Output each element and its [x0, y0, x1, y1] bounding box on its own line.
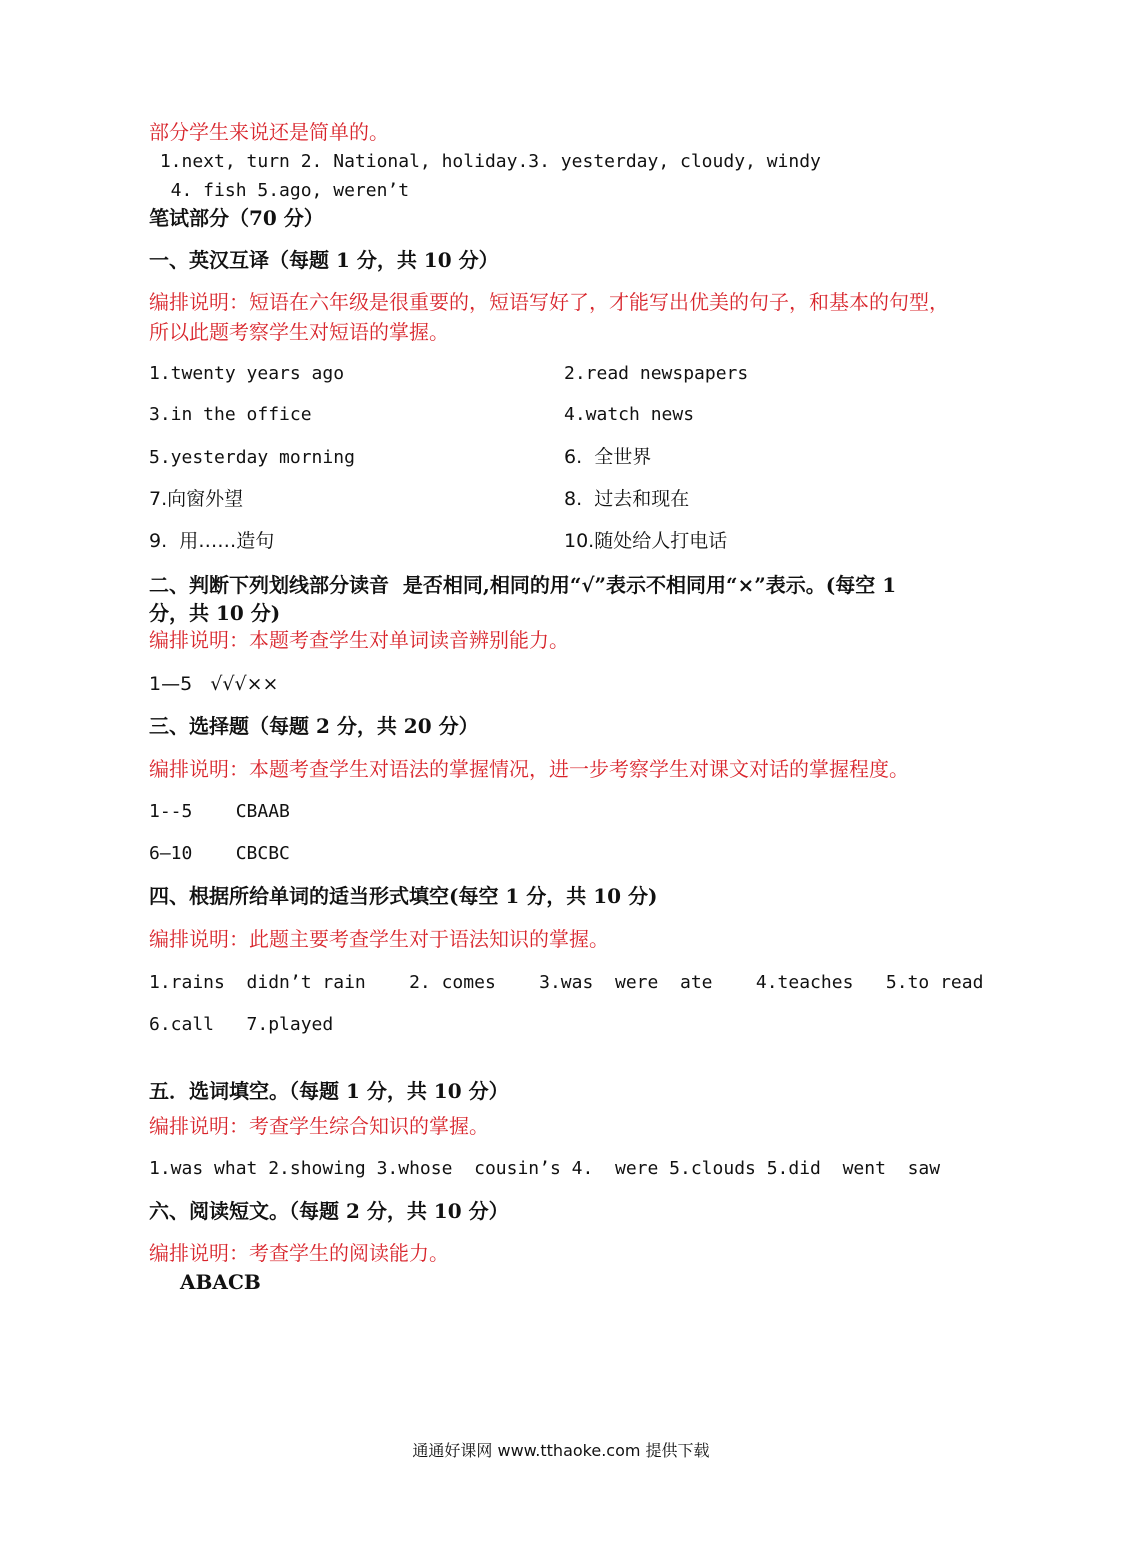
section-4-heading: 四、根据所给单词的适当形式填空(每空 1 分，共 10 分) [149, 884, 658, 908]
section-2-heading: 二、判断下列划线部分读音 是否相同,相同的用“√”表示不相同用“×”表示。(每空 1 [149, 573, 897, 597]
section-3-answer: 6—10 CBCBC [149, 843, 290, 864]
section-1-item: 9. 用……造句 [149, 530, 275, 552]
page-footer: 通通好课网 www.tthaoke.com 提供下载 [412, 1441, 710, 1460]
section-1-note-cont: 所以此题考察学生对短语的掌握。 [149, 320, 449, 344]
section-1-item: 8. 过去和现在 [564, 488, 690, 510]
section-6-heading: 六、阅读短文。（每题 2 分，共 10 分） [149, 1199, 509, 1223]
section-1-heading: 一、英汉互译（每题 1 分，共 10 分） [149, 248, 499, 272]
section-1-item: 5.yesterday morning [149, 447, 355, 468]
section-5-answer: 1.was what 2.showing 3.whose cousin’s 4. were 5.clouds 5.did went saw [149, 1158, 941, 1179]
section-5-note: 编排说明：考查学生综合知识的掌握。 [149, 1114, 489, 1138]
section-6-answer: ABACB [180, 1270, 261, 1294]
section-1-item: 1.twenty years ago [149, 363, 345, 384]
section-3-answer: 1--5 CBAAB [149, 801, 290, 822]
section-2-answer: 1—5 √√√×× [149, 673, 279, 695]
section-4-answer: 1.rains didn’t rain 2. comes 3.was were ate 4.teaches 5.to read [149, 972, 984, 993]
section-5-heading: 五．选词填空。（每题 1 分，共 10 分） [149, 1079, 509, 1103]
section-1-item: 10.随处给人打电话 [564, 530, 728, 552]
section-4-answer: 6.call 7.played [149, 1014, 334, 1035]
section-1-item: 7.向窗外望 [149, 488, 244, 510]
listening-answers-line-2: 4. fish 5.ago, weren’t [149, 180, 410, 201]
section-1-item: 3.in the office [149, 404, 312, 425]
section-2-heading-cont: 分，共 10 分) [149, 601, 281, 625]
section-1-item: 2.read newspapers [564, 363, 749, 384]
section-3-note: 编排说明：本题考查学生对语法的掌握情况，进一步考察学生对课文对话的掌握程度。 [149, 757, 909, 781]
intro-note: 部分学生来说还是简单的。 [149, 120, 389, 144]
listening-answers-line-1: 1.next, turn 2. National, holiday.3. yesterday, cloudy, windy [149, 151, 821, 172]
section-1-item: 4.watch news [564, 404, 695, 425]
section-1-note: 编排说明：短语在六年级是很重要的，短语写好了，才能写出优美的句子，和基本的句型， [149, 290, 949, 314]
written-section-heading: 笔试部分（70 分） [149, 206, 324, 230]
section-2-note: 编排说明：本题考查学生对单词读音辨别能力。 [149, 628, 569, 652]
section-3-heading: 三、选择题（每题 2 分，共 20 分） [149, 714, 479, 738]
section-6-note: 编排说明：考查学生的阅读能力。 [149, 1241, 449, 1265]
section-4-note: 编排说明：此题主要考查学生对于语法知识的掌握。 [149, 927, 609, 951]
section-1-item: 6. 全世界 [564, 446, 652, 468]
